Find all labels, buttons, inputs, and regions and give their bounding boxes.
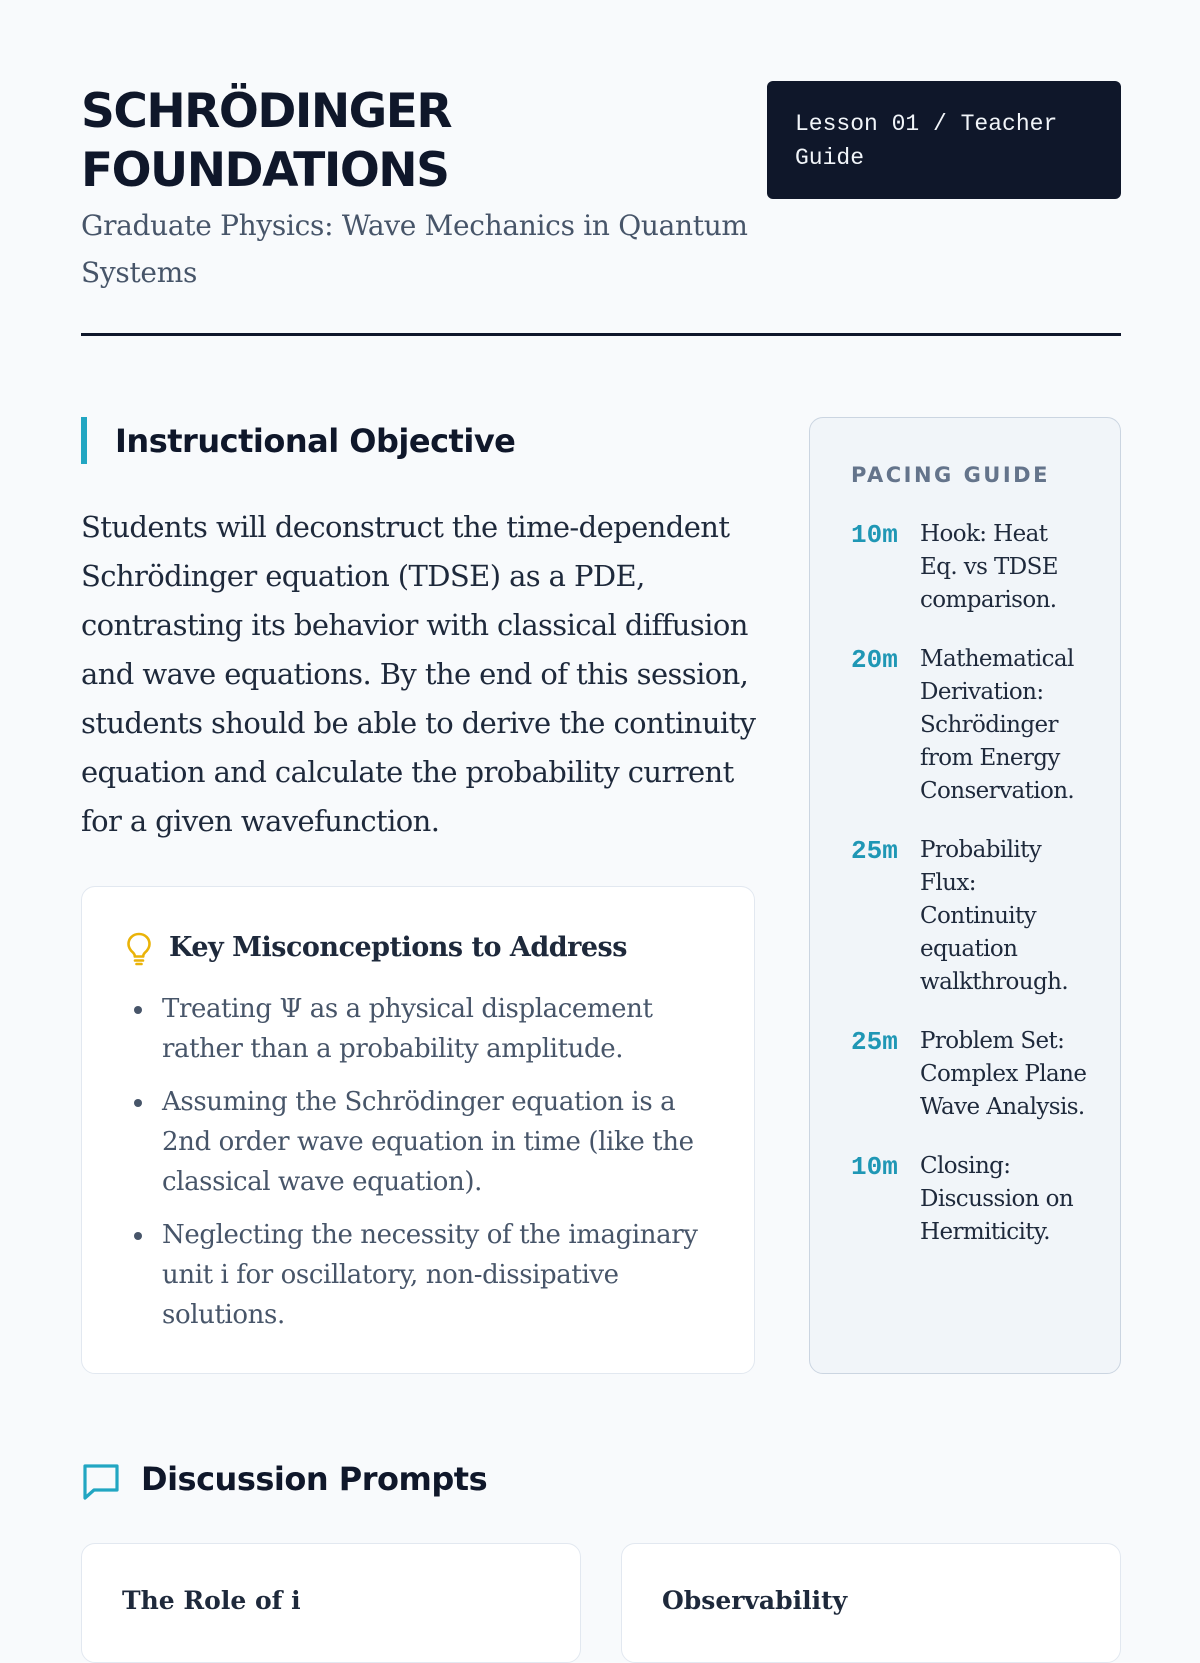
page-subtitle: Graduate Physics: Wave Mechanics in Quantum Systems: [81, 209, 748, 289]
header-divider: [81, 333, 1121, 336]
misconceptions-heading: Key Misconceptions to Address: [169, 932, 627, 963]
misconceptions-list: [82, 989, 722, 1348]
discussion-heading: Discussion Prompts: [141, 1460, 488, 1498]
page-title: [81, 82, 701, 200]
misconception-item: Assuming the Schrödinger equation is a 2nd order wave equation in time (like the classical wave equation).: [162, 1082, 722, 1202]
title-line-2: FOUNDATIONS: [81, 143, 449, 198]
pacing-item: [851, 518, 1091, 617]
pacing-item: [851, 834, 1091, 999]
pacing-description: Closing: Discussion on Hermiticity.: [920, 1153, 1074, 1245]
pacing-description: Problem Set: Complex Plane Wave Analysis.: [920, 1028, 1087, 1120]
pacing-item: [851, 643, 1091, 808]
pacing-time: 10m: [851, 1152, 898, 1182]
prompt-title: Observability: [662, 1586, 848, 1615]
pacing-time: 20m: [851, 645, 898, 675]
misconception-item: Neglecting the necessity of the imaginary unit i for oscillatory, non-dissipative solutions.: [162, 1215, 722, 1335]
chat-bubble-icon: [81, 1462, 121, 1502]
pacing-item: [851, 1025, 1091, 1124]
pacing-description: Mathematical Derivation: Schrödinger from Energy Conservation.: [920, 646, 1075, 804]
misconceptions-card: [81, 886, 755, 1374]
section-accent-bar: [81, 417, 87, 464]
prompt-title: The Role of i: [122, 1586, 301, 1615]
objective-heading: Instructional Objective: [115, 422, 516, 460]
pacing-time: 25m: [851, 1027, 898, 1057]
pacing-list: [851, 518, 1091, 1275]
title-line-1: SCHRÖDINGER: [81, 84, 452, 139]
pacing-heading: PACING GUIDE: [851, 463, 1050, 487]
discussion-prompt-card: [81, 1543, 581, 1663]
objective-text: Students will deconstruct the time-dependent Schrödinger equation (TDSE) as a PDE, contrasting its behavior with classical diffusion and wave equations. By the end of this session, students should be able to derive the continuity equation and calculate the probability current for a given wavefunction.: [81, 510, 756, 838]
lesson-tag: Lesson 01 / Teacher Guide: [767, 81, 1121, 199]
pacing-time: 10m: [851, 520, 898, 550]
discussion-prompt-card: [621, 1543, 1121, 1663]
pacing-description: Hook: Heat Eq. vs TDSE comparison.: [920, 521, 1058, 613]
pacing-description: Probability Flux: Continuity equation walkthrough.: [920, 837, 1069, 995]
misconception-item: Treating Ψ as a physical displacement rather than a probability amplitude.: [162, 989, 722, 1069]
pacing-time: 25m: [851, 836, 898, 866]
lightbulb-icon: [126, 932, 152, 966]
pacing-item: [851, 1150, 1091, 1249]
pacing-guide-card: [809, 417, 1121, 1374]
